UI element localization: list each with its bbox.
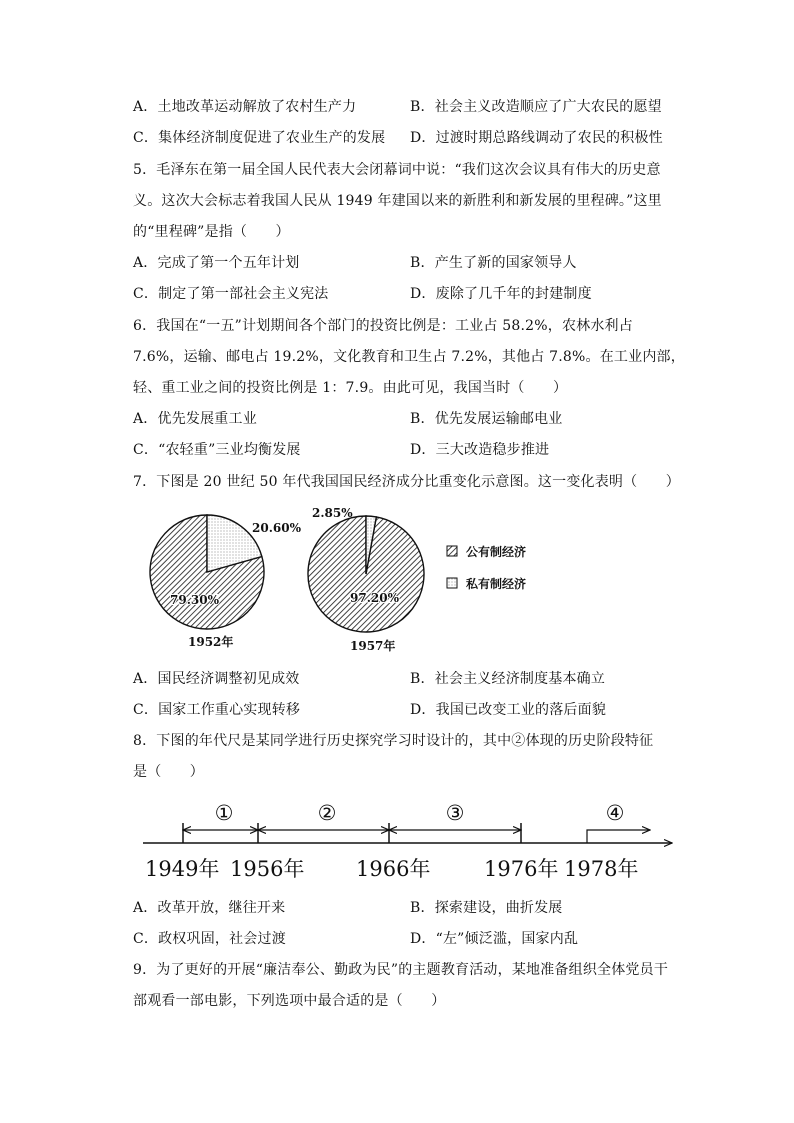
q5-option-c: C．制定了第一部社会主义宪法 xyxy=(133,286,329,302)
legend-label-private: 私有制经济 xyxy=(466,577,527,591)
pie-chart-figure xyxy=(130,500,560,660)
timeline-year-1949: 1949年 xyxy=(145,857,220,881)
timeline-marker-3: ③ xyxy=(445,801,465,825)
q9-stem-line-2: 部观看一部电影，下列选项中最合适的是（ ） xyxy=(133,993,446,1009)
q8-option-b: B．探索建设，曲折发展 xyxy=(410,900,563,916)
q5-option-b: B．产生了新的国家领导人 xyxy=(410,255,577,271)
pie-1952-label-public: 79.30% xyxy=(170,593,219,607)
q8-stem-line-1: 8．下图的年代尺是某同学进行历史探究学习时设计的，其中②体现的历史阶段特征 xyxy=(133,733,654,749)
pie-1957 xyxy=(308,516,424,632)
q5-stem-line-3: 的“里程碑”是指（ ） xyxy=(133,224,290,240)
timeline-marker-4: ④ xyxy=(605,801,625,825)
timeline-marker-2: ② xyxy=(317,801,337,825)
pie-1957-year-label: 1957年 xyxy=(350,639,396,653)
timeline-year-1978: 1978年 xyxy=(564,857,639,881)
q7-stem-line-1: 7．下图是 20 世纪 50 年代我国国民经济成分比重变化示意图。这一变化表明（ ） xyxy=(133,474,680,490)
timeline-marker-1: ① xyxy=(214,801,234,825)
q6-option-c: C．“农轻重”三业均衡发展 xyxy=(133,442,301,458)
q4-option-c: C．集体经济制度促进了农业生产的发展 xyxy=(133,130,386,146)
q9-stem-line-1: 9．为了更好的开展“廉洁奉公、勤政为民”的主题教育活动，某地准备组织全体党员干 xyxy=(133,962,669,978)
q6-option-b: B．优先发展运输邮电业 xyxy=(410,411,563,427)
q4-option-a: A．土地改革运动解放了农村生产力 xyxy=(133,99,357,115)
q5-stem-line-2: 义。这次大会标志着我国人民从 1949 年建国以来的新胜利和新发展的里程碑。”这里 xyxy=(133,193,662,209)
legend-swatch-private xyxy=(447,578,457,588)
q7-option-c: C．国家工作重心实现转移 xyxy=(133,702,301,718)
pie-1957-label-public: 97.20% xyxy=(350,591,399,605)
pie-1957-label-private: 2.85% xyxy=(312,506,353,520)
timeline-year-1976: 1976年 xyxy=(484,857,559,881)
q7-option-d: D．我国已改变工业的落后面貌 xyxy=(410,702,607,718)
timeline-figure xyxy=(130,795,690,885)
q8-option-c: C．政权巩固，社会过渡 xyxy=(133,931,286,947)
q7-option-a: A．国民经济调整初见成效 xyxy=(133,671,300,687)
pie-1952-year-label: 1952年 xyxy=(188,635,234,649)
pie-1952-label-private: 20.60% xyxy=(252,521,301,535)
q6-stem-line-1: 6．我国在“一五”计划期间各个部门的投资比例是：工业占 58.2%，农林水利占 xyxy=(133,318,633,334)
q6-stem-line-2: 7.6%，运输、邮电占 19.2%，文化教育和卫生占 7.2%，其他占 7.8%。在工业内部， xyxy=(133,349,685,365)
q7-option-b: B．社会主义经济制度基本确立 xyxy=(410,671,606,687)
q4-option-b: B．社会主义改造顺应了广大农民的愿望 xyxy=(410,99,662,115)
pie-1952 xyxy=(150,515,264,629)
q5-option-d: D．废除了几千年的封建制度 xyxy=(410,286,592,302)
q6-option-a: A．优先发展重工业 xyxy=(133,411,257,427)
legend-swatch-public xyxy=(447,546,457,556)
q5-option-a: A．完成了第一个五年计划 xyxy=(133,255,300,271)
legend-label-public: 公有制经济 xyxy=(466,545,527,559)
timeline-year-1956: 1956年 xyxy=(230,857,305,881)
q5-stem-line-1: 5．毛泽东在第一届全国人民代表大会闭幕词中说：“我们这次会议具有伟大的历史意 xyxy=(133,162,661,178)
timeline-year-1966: 1966年 xyxy=(356,857,431,881)
q8-option-a: A．改革开放，继往开来 xyxy=(133,900,286,916)
q4-option-d: D．过渡时期总路线调动了农民的积极性 xyxy=(410,130,663,146)
q6-stem-line-3: 轻、重工业之间的投资比例是 1：7.9。由此可见，我国当时（ ） xyxy=(133,380,568,396)
q8-option-d: D．“左”倾泛滥，国家内乱 xyxy=(410,931,579,947)
timeline-segment-4 xyxy=(587,830,650,843)
q6-option-d: D．三大改造稳步推进 xyxy=(410,442,550,458)
q8-stem-line-2: 是（ ） xyxy=(133,764,204,780)
